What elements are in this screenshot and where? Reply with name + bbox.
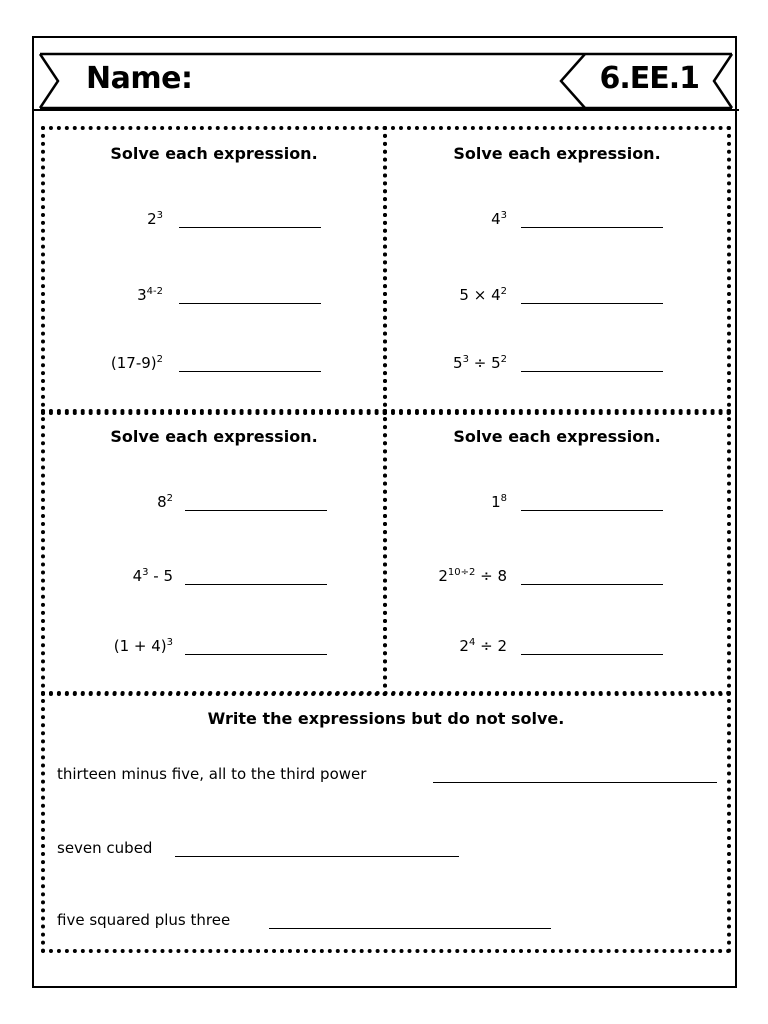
panel-title: Solve each expression. — [453, 144, 661, 163]
problem-row — [45, 635, 383, 663]
answer-blank[interactable] — [185, 584, 327, 585]
standard-code: 6.EE.1 — [599, 61, 699, 96]
worksheet-page — [32, 36, 737, 988]
expression: $(17-9)^2$ — [110, 354, 163, 372]
panel-write-expressions — [41, 691, 731, 953]
problem-row — [45, 352, 383, 380]
problem-row — [387, 352, 727, 380]
problem-row — [387, 208, 727, 236]
word-expression: seven cubed — [57, 839, 153, 857]
expression: 3$^{4-2}$ — [137, 286, 163, 304]
problem-row — [387, 635, 727, 663]
answer-blank[interactable] — [185, 654, 327, 655]
answer-blank[interactable] — [433, 782, 717, 783]
answer-blank[interactable] — [521, 227, 663, 228]
answer-blank[interactable] — [175, 856, 459, 857]
expression: $5^3 \div 5^2$ — [453, 354, 507, 372]
problem-row — [387, 565, 727, 593]
expression: $(1 + 4)^3$ — [113, 637, 173, 655]
answer-blank[interactable] — [185, 510, 327, 511]
problem-row — [387, 491, 727, 519]
panel-title: Solve each expression. — [453, 427, 661, 446]
panel-title: Solve each expression. — [110, 427, 318, 446]
expression: $5 \times 4^2$ — [459, 286, 507, 304]
panel-solve-4 — [383, 409, 731, 696]
problem-row — [45, 491, 383, 519]
word-expression: five squared plus three — [57, 911, 231, 929]
answer-blank[interactable] — [521, 303, 663, 304]
panel-solve-3 — [41, 409, 387, 696]
answer-blank[interactable] — [521, 654, 663, 655]
expression: $4^3 - 5$ — [132, 567, 173, 585]
expression: $2^4 \div 2$ — [459, 637, 507, 655]
answer-blank[interactable] — [521, 510, 663, 511]
panel-solve-2 — [383, 126, 731, 415]
panel-title: Solve each expression. — [110, 144, 318, 163]
problem-row — [45, 565, 383, 593]
panel-title: Write the expressions but do not solve. — [207, 709, 565, 728]
expression: $2^{10\div 2} \div 8$ — [438, 567, 507, 585]
problem-row — [45, 208, 383, 236]
write-row — [57, 837, 719, 865]
expression: $1^8$ — [491, 493, 507, 511]
answer-blank[interactable] — [521, 584, 663, 585]
problem-row — [387, 284, 727, 312]
header-banner — [34, 38, 739, 118]
problem-row — [45, 284, 383, 312]
write-row — [57, 909, 719, 937]
name-label: Name: — [86, 61, 193, 96]
answer-blank[interactable] — [269, 928, 551, 929]
expression: $2^3$ — [147, 210, 163, 228]
write-row — [57, 763, 719, 791]
panel-solve-1 — [41, 126, 387, 415]
answer-blank[interactable] — [179, 227, 321, 228]
answer-blank[interactable] — [521, 371, 663, 372]
expression: $4^3$ — [491, 210, 507, 228]
expression: $8^2$ — [157, 493, 173, 511]
word-expression: thirteen minus five, all to the third power — [57, 765, 367, 783]
answer-blank[interactable] — [179, 303, 321, 304]
answer-blank[interactable] — [179, 371, 321, 372]
